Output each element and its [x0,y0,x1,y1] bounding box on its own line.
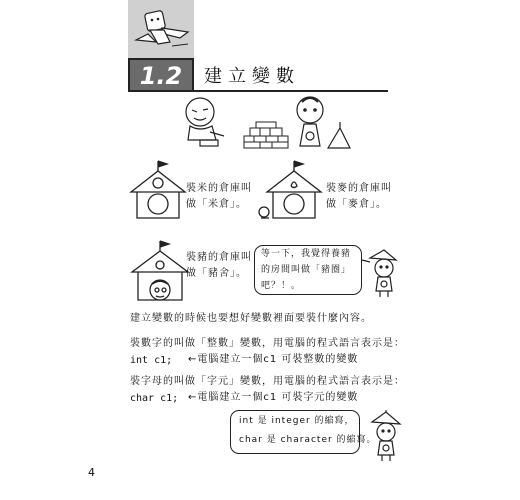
bubble2-line1: int 是 integer 的縮寫， [239,416,355,426]
section-title: 建立變數 [204,66,300,87]
pigsty-house-illustration [128,238,192,302]
int-explanation: 裝數字的叫做「整數」變數，用電腦的程式語言表示是： [130,338,405,349]
char-code: char c1; [130,393,179,404]
header-underline [128,90,388,92]
char-explanation: 裝字母的叫做「字元」變數，用電腦的程式語言表示是： [130,376,405,387]
house-caption-wheat-1: 裝麥的倉庫叫 [326,183,392,194]
bubble1-line2: 的房間叫做「豬圈」 [261,265,352,275]
bubble1-line1: 等一下，我覺得養豬 [261,249,352,259]
mascots-building-illustration [170,96,370,156]
section-number-box [128,58,194,92]
house-caption-pig-2: 做「豬舍」。 [186,268,247,279]
rice-barn-house-illustration [128,158,188,220]
house-caption-pig-1: 裝豬的倉庫叫 [186,252,252,263]
mascot-flying-illustration [128,0,194,58]
speech-bubble-pigpen [254,245,362,295]
char-comment: ←電腦建立一個c1 可裝字元的變數 [188,392,359,403]
section-number: 1.2 [139,62,183,90]
chapter-header-tab [128,0,194,58]
page-number: 4 [88,466,95,479]
mascot-hat-illustration-2 [362,412,406,464]
mascot-hat-illustration [360,250,400,300]
int-code: int c1; [130,355,173,366]
intro-paragraph: 建立變數的時候也要想好變數裡面要裝什麼內容。 [130,313,372,324]
bubble1-line3: 吧？！。 [261,281,302,291]
house-caption-wheat-2: 做「麥倉」。 [326,199,387,210]
int-comment: ←電腦建立一個c1 可裝整數的變數 [188,354,359,365]
wheat-barn-house-illustration [258,158,324,220]
house-caption-rice-1: 裝米的倉庫叫 [186,183,252,194]
house-caption-rice-2: 做「米倉」。 [186,199,247,210]
speech-bubble-abbreviations [230,410,377,454]
bubble2-line2: char 是 character 的縮寫。 [239,435,377,445]
